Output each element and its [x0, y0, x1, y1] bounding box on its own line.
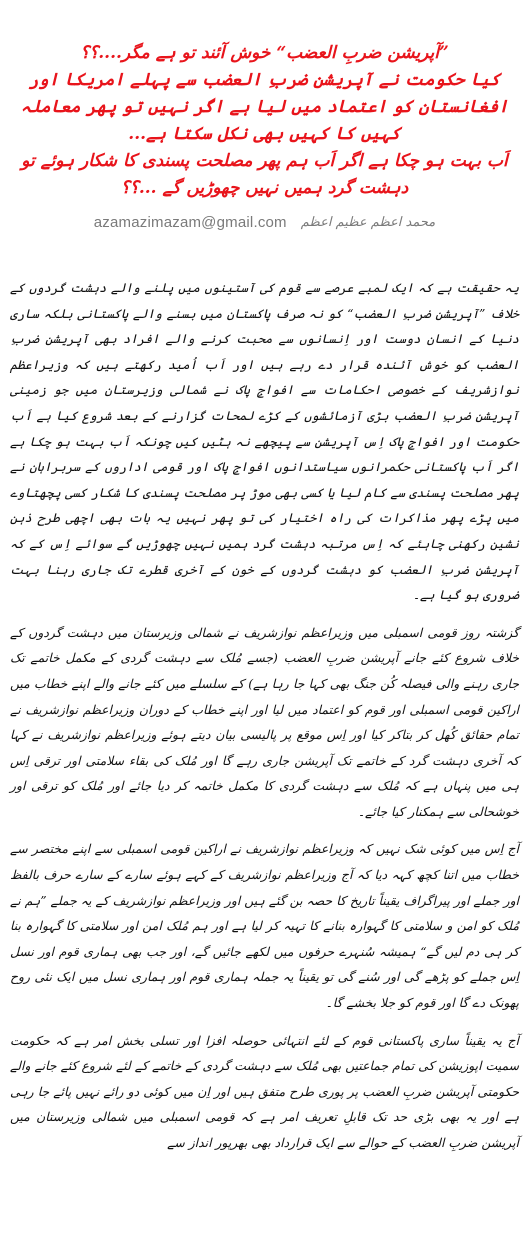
body-paragraph-3: آج اِس میں کوئی شک نہیں کہ وزیراعظم نوازشریف نے اراکین قومی اسمبلی سے اپنے مختصر سے خطاب میں اتنا کچھ کہہ دیا کہ آج وزیراعظم نوازشریف کے کہے ہوئے سارے کے سارے حرف بالفظ اور جملے اور پیراگراف یقیناً تاریخ کا حصہ بن گئے ہیں اور وزیراعظم نوازشریف کے یہ جملے ”ہم نے مُلک کو امن و سلامتی کا گہوارہ بنانے کا تہیہ کر لیا ہے اور ہم مُلک امن اور سلامتی کا گہوارہ بنا کر ہی دم لیں گے“ ہمیشہ سُنہرے حرفوں میں لکھے جائیں گے، اور جب بھی ہماری قوم اور نسل اِس جملے کو پڑھے گی اور سُنے گی تو یقیناً یہ جملہ ہماری قوم اور ہماری نسل میں ایک نئی روح پھونک دے گا اور قوم کو جلا بخشے گا۔ [10, 841, 519, 1011]
author-email[interactable]: azamazimazam@gmail.com [93, 214, 287, 231]
byline [10, 214, 519, 231]
author-name: محمد اعظم عظیم اعظم [300, 215, 436, 230]
body-paragraph-4: آج یہ یقیناً ساری پاکستانی قوم کے لئے انتہائی حوصلہ افزا اور تسلی بخش امر ہے کہ حکومت سمیت اپوزیشن کی تمام جماعتیں بھی مُلک سے دہشت گردی کے خاتمے کے لئے شروع کئے جانے والے حکومتی آپریشن ضربِ العضب پر پوری طرح متفق ہیں اور اِن میں کوئی دو رائے نہیں پائے جا رہی ہے اور یہ بھی بڑی حد تک قابلِ تعریف امر ہے کہ قومی اسمبلی میں شمالی وزیرستان میں آپریشن ضربِ العضب کے حوالے سے ایک قرارداد بھی بھرپور انداز سے [10, 1032, 519, 1150]
body-paragraph-1: یہ حقیقت ہے کہ ایک لمبے عرصے سے قوم کی آستینوں میں پلنے والے دہشت گردوں کے خلاف ”آپریشن ضربِ العضب“ کو نہ صرف پاکستان میں بسنے والے پاکستانی بلکہ ساری دنیا کے انسان دوست اور اِنسانوں سے محبت کرنے والے افراد بھی آپریشن ضربِ العضب کو خوش آئندہ قرار دے رہے ہیں اور اَب اُمید رکھتے ہیں کہ وزیراعظم نوازشریف کے خصوصی احکامات سے افواجِ پاک نے شمالی وزیرستان میں جو زمینی آپریشن ضربِ العضب بڑی آزمائشوں کے کڑے لمحات گزارنے کے بعد شروع کیا ہے اَب حکومت اور افواجِ پاک اِس آپریشن سے پیچھے نہ ہٹیں کیں چونکہ اَب بہت ہو چکا ہے اگر اَب پاکستانی حکمرانوں سیاستدانوں افواجِ پاک اور قومی اداروں کے سربراہان نے پھر مصلحت پسندی سے کام لیا یا کسی بھی موڑ پر مصلحت پسندی کا شکار کسی پچھتاوے میں پڑے پھر مذاکرات کی راہ اختیار کی تو پھر نہیں یہ بات بھی اچھی طرح ذہن نشین رکھنی چاہئے کہ اِس مرتبہ دہشت گرد ہمیں نہیں چھوڑیں گے سوائے اِس کے کہ آپریشن ضربِ العضب کو دہشت گردوں کے خون کے آخری قطرے تک جاری رہنا بہت ضروری ہو گیا ہے۔ [10, 280, 519, 603]
article-body [10, 275, 519, 1156]
headline-question-1: کیا حکومت نے آپریشن ضربِ العضب سے پہلے امریکا اور افغانستان کو اعتماد میں لیا ہے اگر نہیں تو پھر معاملہ کہیں کا کہیں بھی نکل سکتا ہے... [20, 70, 509, 144]
headline-block [10, 40, 519, 202]
headline-title: ”آپریشن ضربِ العضب“ خوش آئند تو ہے مگر....؟؟ [80, 43, 449, 63]
body-paragraph-2: گزشتہ روز قومی اسمبلی میں وزیراعظم نوازشریف نے شمالی وزیرستان میں دہشت گردوں کے خلاف شروع کئے جانے آپریشن ضربِ العضب (جسے مُلک سے دہشت گردی کے مکمل خاتمے تک جاری رہنے والی فیصلہ کُن جنگ بھی کہا جا رہا ہے) کے سلسلے میں کئے جانے والے اپنے خطاب میں اراکین قومی اسمبلی اور قوم کو اعتماد میں لیا اور اپنے خطاب کے دوران وزیراعظم نوازشریف نے تمام حقائق کُھل کر بتاکر کیا اور اِس موقع پر پالیسی بیان دیتے ہوئے وزیراعظم نوازشریف نے کہا کہ آخری دہشت گرد کے خاتمے تک آپریشن جاری رہے گا اور مُلک کی بقاء سلامتی اور ترقی اِس ہی میں پنہاں ہے کہ مُلک سے دہشت گردی کا مکمل خاتمہ کر دیا جائے اور مُلک کو ترقی اور خوشحالی سے ہمکنار کیا جائے۔ [10, 624, 519, 819]
headline-question-2: اَب بہت ہو چکا ہے اگر اَب ہم پھر مصلحت پسندی کا شکار ہوئے تو دہشت گرد ہمیں نہیں چھوڑیں گے ...؟؟ [21, 151, 508, 198]
